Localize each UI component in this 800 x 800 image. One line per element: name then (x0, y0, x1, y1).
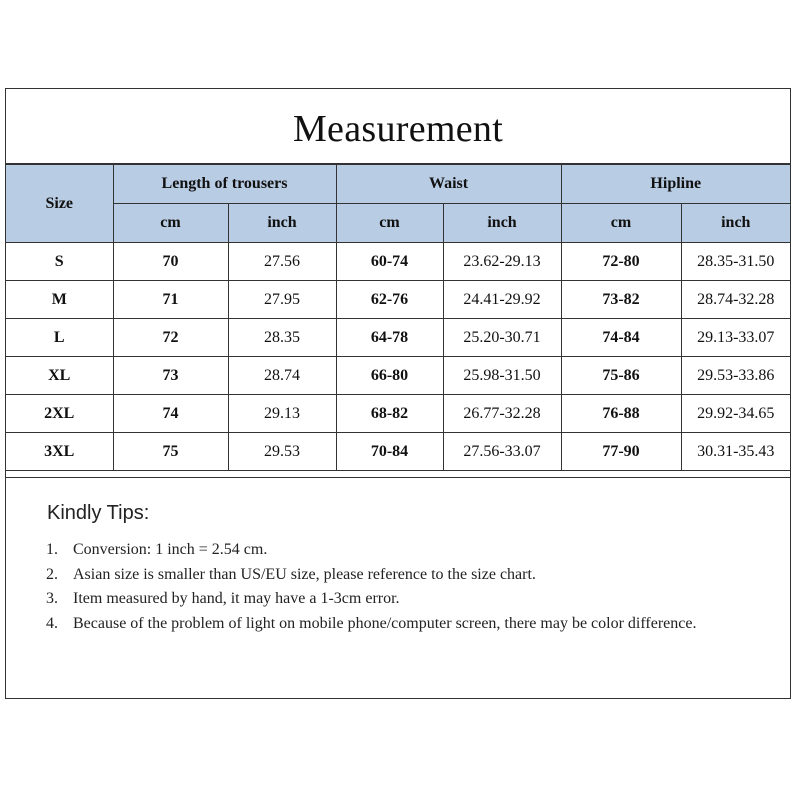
size-cell: 3XL (6, 433, 113, 471)
length-cm-cell: 72 (113, 319, 228, 357)
length-inch-cell: 28.35 (228, 319, 336, 357)
tips-list (46, 538, 746, 636)
tip-item (46, 612, 746, 637)
waist-cm-cell: 70-84 (336, 433, 443, 471)
length-cm-cell: 70 (113, 243, 228, 281)
header-hipline: Hipline (561, 165, 790, 204)
length-inch-cell: 29.53 (228, 433, 336, 471)
waist-inch-cell: 25.98-31.50 (443, 357, 561, 395)
tip-number: 1. (46, 541, 58, 558)
hip-inch-cell: 28.35-31.50 (681, 243, 790, 281)
length-cm-cell: 71 (113, 281, 228, 319)
length-cm-cell: 74 (113, 395, 228, 433)
hip-inch-cell: 28.74-32.28 (681, 281, 790, 319)
size-table (6, 164, 790, 471)
tip-number: 2. (46, 565, 58, 583)
table-row (6, 433, 790, 471)
header-unit: inch (443, 204, 561, 243)
waist-inch-cell: 25.20-30.71 (443, 319, 561, 357)
hip-cm-cell: 76-88 (561, 395, 681, 433)
size-cell: 2XL (6, 395, 113, 433)
size-chart (5, 88, 791, 699)
hip-inch-cell: 30.31-35.43 (681, 433, 790, 471)
tip-item (46, 587, 746, 612)
tips-section (6, 477, 790, 632)
table-row (6, 281, 790, 319)
tip-number: 4. (46, 614, 58, 632)
table-row (6, 357, 790, 395)
header-unit: cm (113, 204, 228, 243)
length-inch-cell: 27.95 (228, 281, 336, 319)
tip-text: Item measured by hand, it may have a 1-3cm error. (73, 590, 400, 607)
tip-number: 3. (46, 590, 58, 607)
hip-cm-cell: 77-90 (561, 433, 681, 471)
length-cm-cell: 75 (113, 433, 228, 471)
size-cell: L (6, 319, 113, 357)
waist-cm-cell: 60-74 (336, 243, 443, 281)
waist-inch-cell: 24.41-29.92 (443, 281, 561, 319)
size-cell: S (6, 243, 113, 281)
header-unit: cm (336, 204, 443, 243)
tip-item (46, 563, 746, 588)
hip-inch-cell: 29.53-33.86 (681, 357, 790, 395)
tip-item (46, 538, 746, 563)
header-length-of-trousers: Length of trousers (113, 165, 336, 204)
length-inch-cell: 28.74 (228, 357, 336, 395)
waist-inch-cell: 23.62-29.13 (443, 243, 561, 281)
table-row (6, 395, 790, 433)
tips-title: Kindly Tips: (47, 502, 150, 524)
table-row (6, 319, 790, 357)
tip-text: Because of the problem of light on mobile phone/computer screen, there may be color difference. (73, 614, 697, 632)
table-row (6, 243, 790, 281)
hip-cm-cell: 74-84 (561, 319, 681, 357)
waist-inch-cell: 26.77-32.28 (443, 395, 561, 433)
header-size: Size (6, 165, 113, 243)
header-unit: inch (681, 204, 790, 243)
chart-title: Measurement (6, 89, 790, 164)
waist-cm-cell: 64-78 (336, 319, 443, 357)
waist-cm-cell: 68-82 (336, 395, 443, 433)
waist-cm-cell: 66-80 (336, 357, 443, 395)
size-cell: M (6, 281, 113, 319)
header-waist: Waist (336, 165, 561, 204)
size-cell: XL (6, 357, 113, 395)
header-unit: inch (228, 204, 336, 243)
header-row-groups (6, 165, 790, 204)
length-cm-cell: 73 (113, 357, 228, 395)
waist-cm-cell: 62-76 (336, 281, 443, 319)
hip-cm-cell: 72-80 (561, 243, 681, 281)
length-inch-cell: 29.13 (228, 395, 336, 433)
hip-inch-cell: 29.92-34.65 (681, 395, 790, 433)
length-inch-cell: 27.56 (228, 243, 336, 281)
hip-inch-cell: 29.13-33.07 (681, 319, 790, 357)
hip-cm-cell: 73-82 (561, 281, 681, 319)
tip-text: Asian size is smaller than US/EU size, please reference to the size chart. (73, 565, 536, 583)
header-row-units (6, 204, 790, 243)
tip-text: Conversion: 1 inch = 2.54 cm. (73, 541, 268, 558)
waist-inch-cell: 27.56-33.07 (443, 433, 561, 471)
header-unit: cm (561, 204, 681, 243)
hip-cm-cell: 75-86 (561, 357, 681, 395)
table-body (6, 243, 790, 471)
